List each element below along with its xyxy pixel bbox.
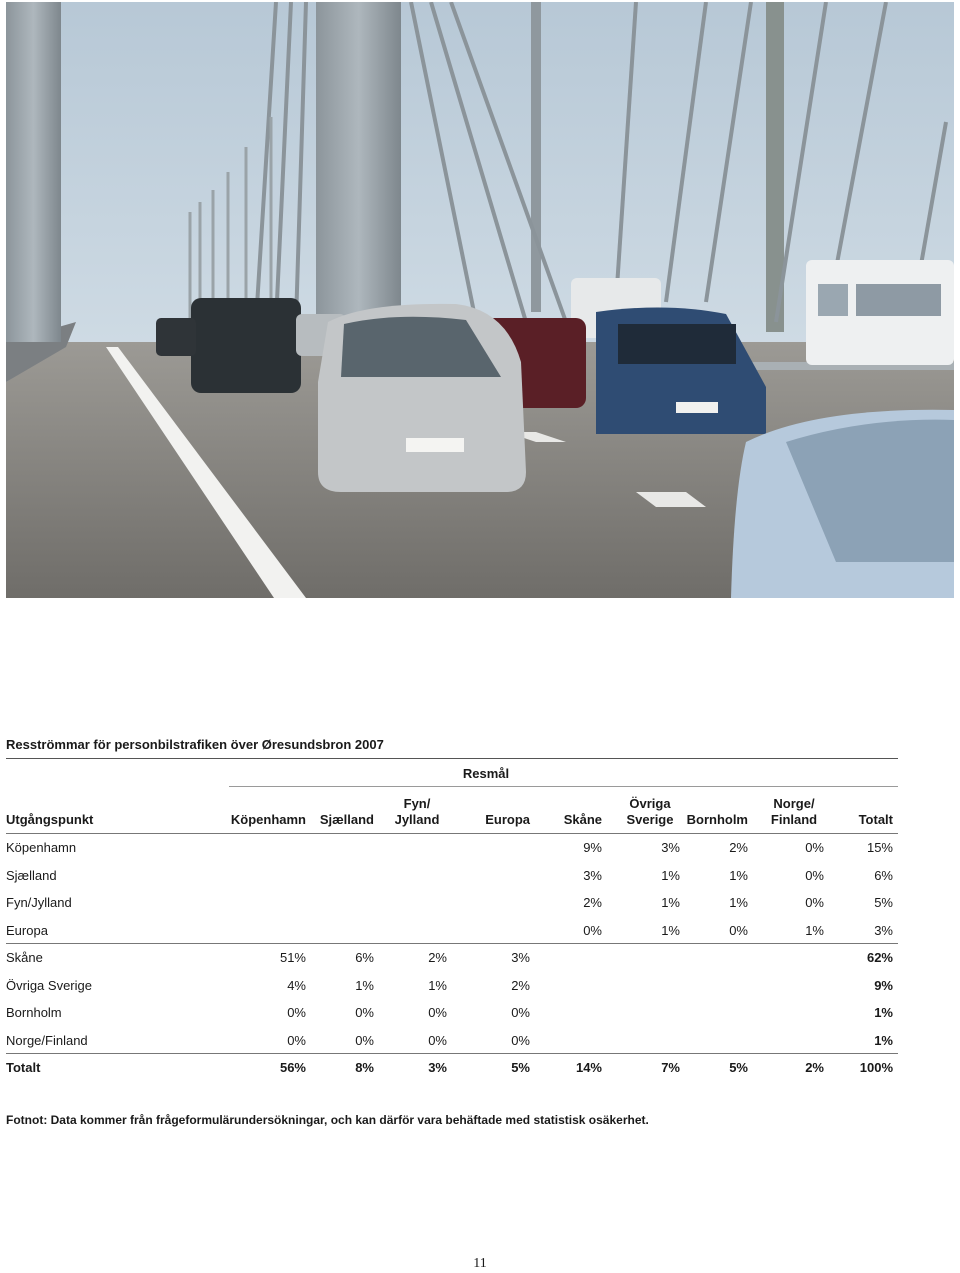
table-cell: 14% [575,1060,602,1075]
table-cell: 6% [355,950,374,965]
table-row [6,1027,898,1054]
row-label: Köpenhamn [6,840,77,855]
row-label: Övriga Sverige [6,977,92,993]
table-cell: 1% [874,1032,893,1048]
table-cell: 3% [511,950,530,965]
table-cell: 2% [805,1060,824,1075]
table-cell: 8% [355,1060,374,1075]
table-total-row [6,1054,898,1081]
table-cell: 9% [583,840,602,855]
footnote: Fotnot: Data kommer från frågeformulärundersökningar, och kan därför vara behäftade med statistisk osäkerhet. [6,1113,649,1127]
row-label: Totalt [6,1060,41,1075]
table-cell: 1% [661,867,680,883]
column-header-skane: Skåne [563,812,602,827]
column-header-sjaelland: Sjælland [319,812,374,827]
table-title: Resströmmar för personbilstrafiken över Øresundsbron 2007 [6,737,384,752]
column-header-bornholm: Bornholm [686,812,748,827]
column-header-norge-finland: Norge/ Finland [770,796,818,827]
row-label: Skåne [6,950,43,965]
table-cell: 1% [355,977,374,993]
destination-group-header: Resmål [462,766,510,781]
table-cell: 9% [874,977,893,993]
table-cell: 3% [874,922,893,938]
table-cell: 62% [866,950,893,965]
table-cell: 2% [729,840,748,855]
table-row [6,862,898,889]
table-cell: 51% [279,950,306,965]
table-cell: 5% [874,895,893,910]
table-cell: 2% [428,950,447,965]
table-cell: 0% [428,1032,447,1048]
table-cell: 56% [279,1060,306,1075]
column-header-origin: Utgångspunkt [6,812,94,827]
table-cell: 0% [287,1032,306,1048]
table-header-row [6,758,898,830]
row-label: Norge/Finland [6,1032,88,1048]
row-label: Europa [6,922,48,938]
table-cell: 0% [355,1005,374,1020]
table-cell: 1% [805,922,824,938]
table-row [6,917,898,944]
table-cell: 2% [583,895,602,910]
table-cell: 100% [859,1060,893,1075]
table-cell: 1% [874,1005,893,1020]
table-cell: 0% [583,922,602,938]
total-separator-rule [6,1053,898,1054]
table-cell: 3% [661,840,680,855]
table-row [6,972,898,999]
table-cell: 7% [661,1060,680,1075]
table-row [6,889,898,916]
table-cell: 2% [511,977,530,993]
row-label: Fyn/Jylland [6,895,72,910]
table-cell: 5% [729,1060,748,1075]
column-header-ovriga-sverige: Övriga Sverige [626,796,674,827]
table-cell: 1% [729,867,748,883]
column-header-europa: Europa [485,812,530,827]
travel-flow-table [6,758,898,1075]
table-cell: 0% [805,840,824,855]
table-cell: 3% [583,867,602,883]
table-row [6,944,898,971]
table-cell: 0% [511,1032,530,1048]
row-label: Sjælland [6,867,57,883]
table-row [6,999,898,1026]
table-cell: 0% [428,1005,447,1020]
table-cell: 3% [428,1060,447,1075]
table-cell: 0% [805,895,824,910]
table-cell: 0% [511,1005,530,1020]
column-header-totalt: Totalt [858,812,893,827]
table-cell: 6% [874,867,893,883]
column-header-kopenhamn: Köpenhamn [230,812,306,827]
column-header-fyn-jylland: Fyn/ Jylland [394,796,440,827]
table-cell: 4% [287,977,306,993]
table-cell: 5% [511,1060,530,1075]
table-cell: 0% [729,922,748,938]
table-cell: 1% [428,977,447,993]
table-cell: 1% [661,895,680,910]
table-row [6,834,898,861]
table-cell: 0% [805,867,824,883]
table-cell: 15% [866,840,893,855]
group-separator-rule [6,943,898,944]
bridge-traffic-photo [6,2,954,598]
page-number: 11 [473,1256,487,1271]
table-cell: 1% [729,895,748,910]
table-cell: 0% [287,1005,306,1020]
table-cell: 1% [661,922,680,938]
table-cell: 0% [355,1032,374,1048]
row-label: Bornholm [6,1005,62,1020]
